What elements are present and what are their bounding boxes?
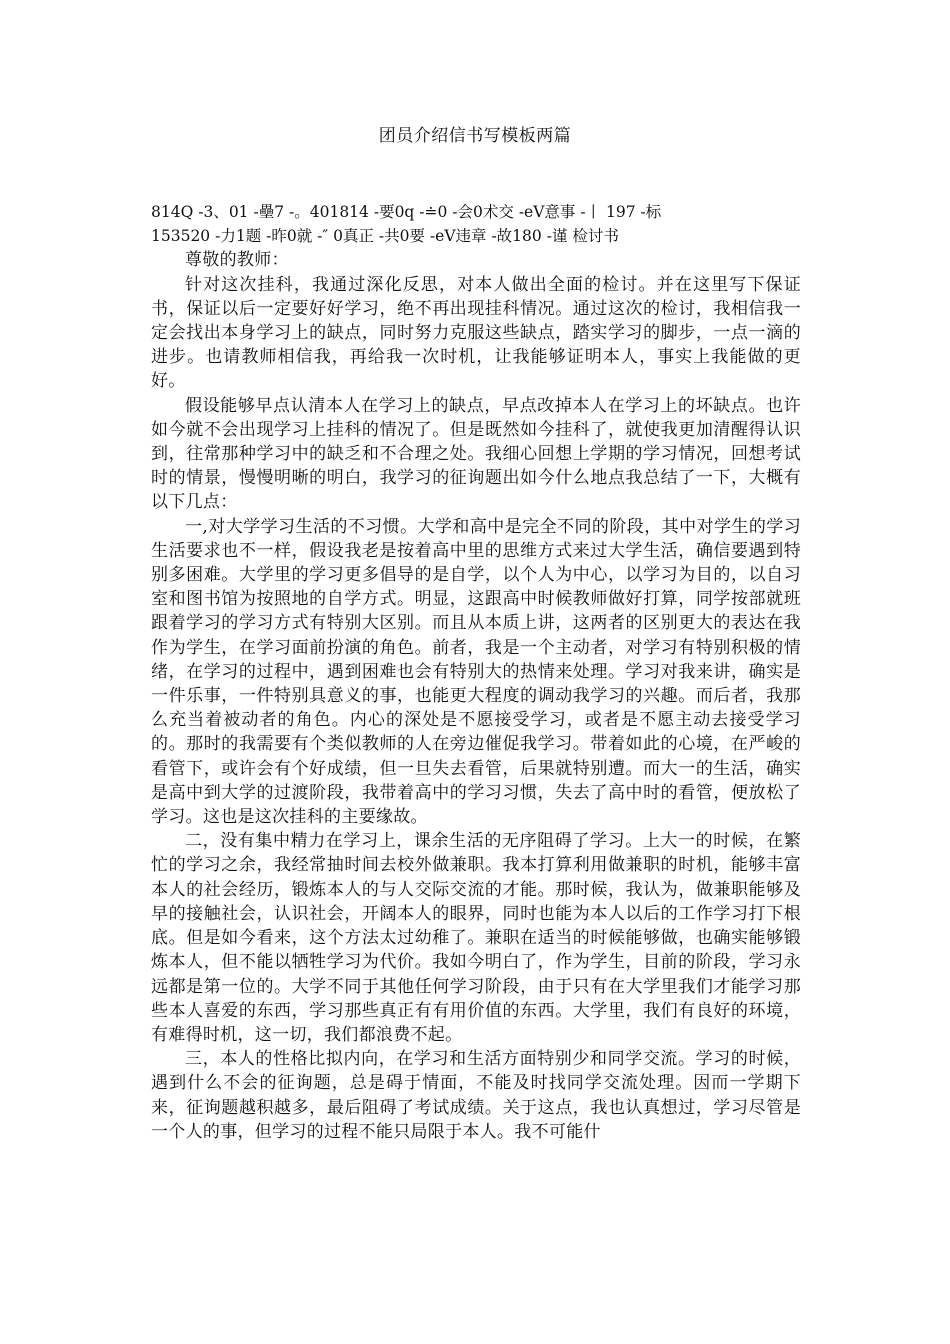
document-title: 团员介绍信书写模板两篇 xyxy=(378,126,572,146)
paragraph: 针对这次挂科，我通过深化反思，对本人做出全面的检讨。并在这里写下保证书，保证以后一定要好好学习，绝不再出现挂科情况。通过这次的检讨，我相信我一定会找出本身学习上的缺点，同时努力克服这些缺点，踏实学习的脚步，一点一滴的进步。也请教师相信我，再给我一次时机，让我能够证明本人，事实上我能做的更好。 xyxy=(151,274,801,392)
document-body xyxy=(151,200,801,1144)
code-line: 153520 -力1题 -昨0就 -″ 0真正 -共0要 -eV违章 -故180 -谨 检讨书 xyxy=(151,227,619,246)
salutation: 尊敬的教师： xyxy=(185,250,289,271)
paragraph: 假设能够早点认清本人在学习上的缺点，早点改掉本人在学习上的坏缺点。也许如今就不会出现学习上挂科的情况了。但是既然如今挂科了，就使我更加清醒得认识到，往常那种学习中的缺乏和不合理之处。我细心回想上学期的学习情况，回想考试时的情景，慢慢明晰的明白，我学习的征询题出如今什么地点我总结了一下，大概有以下几点： xyxy=(151,395,801,513)
paragraph: 一,对大学学习生活的不习惯。大学和高中是完全不同的阶段，其中对学生的学习生活要求也不一样，假设我老是按着高中里的思维方式来过大学生活，确信要遇到特别多困难。大学里的学习更多倡导的是自学，以个人为中心，以学习为目的，以自习室和图书馆为按照地的自学方式。明显，这跟高中时候教师做好打算，同学按部就班跟着学习的学习方式有特别大区别。而且从本质上讲，这两者的区别更大的表达在我作为学生，在学习面前扮演的角色。前者，我是一个主动者，对学习有特别积极的情绪，在学习的过程中，遇到困难也会有特别大的热情来处理。学习对我来讲，确实是一件乐事，一件特别具意义的事，也能更大程度的调动我学习的兴趣。而后者，我那么充当着被动者的角色。内心的深处是不愿接受学习，或者是不愿主动去接受学习的。那时的我需要有个类似教师的人在旁边催促我学习。带着如此的心境，在严峻的看管下，或许会有个好成绩，但一旦失去看管，后果就特别遭。而大一的生活，确实是高中到大学的过渡阶段，我带着高中的学习习惯，失去了高中时的看管，便放松了学习。这也是这次挂科的主要缘故。 xyxy=(151,516,801,828)
code-line: 814Q -3、01 -壘7 -。401814 -要0q -≐0 -会0术交 -eV意事 -丨 197 -标 xyxy=(151,203,662,221)
paragraph: 二，没有集中精力在学习上，课余生活的无序阻碍了学习。上大一的时候，在繁忙的学习之余，我经常抽时间去校外做兼职。我本打算利用做兼职的时机，能够丰富本人的社会经历，锻炼本人的与人交际交流的才能。那时候，我认为，做兼职能够及早的接触社会，认识社会，开阔本人的眼界，同时也能为本人以后的工作学习打下根底。但是如今看来，这个方法太过幼稚了。兼职在适当的时候能够做，也确实能够锻炼本人，但不能以牺牲学习为代价。我如今明白了，作为学生，目前的阶段，学习永远都是第一位的。大学不同于其他任何学习阶段，由于只有在大学里我们才能学习那些本人喜爱的东西，学习那些真正有有用价值的东西。大学里，我们有良好的环境，有难得时机，这一切，我们都浪费不起。 xyxy=(151,831,801,1045)
paragraph: 三，本人的性格比拟内向，在学习和生活方面特别少和同学交流。学习的时候，遇到什么不会的征询题，总是碍于情面，不能及时找同学交流处理。因而一学期下来，征询题越积越多，最后阻碍了考试成绩。关于这点，我也认真想过，学习尽管是一个人的事，但学习的过程不能只局限于本人。我不可能什 xyxy=(151,1049,801,1142)
